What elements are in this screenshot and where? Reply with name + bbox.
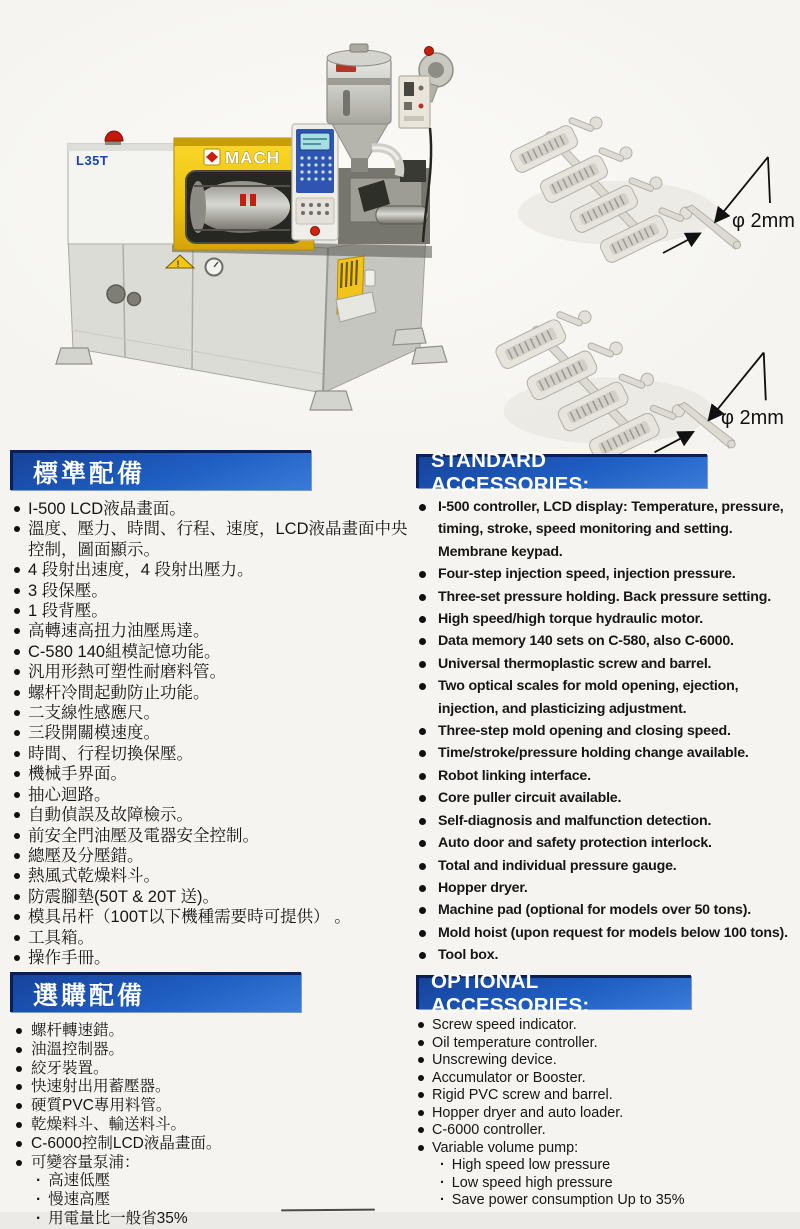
list-item: Three-set pressure holding. Back pressure setting.	[416, 586, 798, 608]
bullet-icon	[14, 690, 20, 696]
list-item: 工具箱。	[10, 928, 410, 948]
list-item: 快速射出用蓄壓器。	[10, 1078, 410, 1097]
section-header-standard-en	[416, 448, 707, 496]
brand-logo	[204, 149, 280, 168]
list-item: Four-step injection speed, injection pressure.	[416, 563, 798, 585]
bullet-icon	[14, 567, 20, 573]
list-item: 4 段射出速度，4 段射出壓力。	[10, 560, 410, 580]
list-item: 3 段保壓。	[10, 581, 410, 601]
list-item: Tool box.	[416, 944, 798, 966]
list-item: Core puller circuit available.	[416, 787, 798, 809]
bullet-icon	[419, 885, 426, 892]
list-item: Machine pad (optional for models over 50 tons).	[416, 899, 798, 921]
safety-window	[186, 171, 302, 243]
bullet-icon	[14, 710, 20, 716]
list-item: 操作手冊。	[10, 948, 410, 968]
bullet-icon	[419, 795, 426, 802]
section-header-optional-zh	[10, 972, 301, 1012]
bullet-icon	[16, 1160, 22, 1166]
control-panel	[292, 124, 338, 240]
brand-label: MACH	[225, 148, 280, 168]
section-header-optional-en	[416, 969, 691, 1017]
section-header-standard-zh	[10, 450, 311, 490]
list-item: 硬質PVC專用料管。	[10, 1097, 410, 1116]
list-item: Screw speed indicator.	[416, 1017, 798, 1035]
list-item: 總壓及分壓錯。	[10, 846, 410, 866]
list-item: 防震腳墊(50T & 20T 送)。	[10, 887, 410, 907]
bullet-icon	[14, 812, 20, 818]
list-item: Total and individual pressure gauge.	[416, 855, 798, 877]
standard-en-list	[416, 496, 798, 967]
list-item: C-580 140組模記憶功能。	[10, 642, 410, 662]
bullet-icon	[14, 628, 20, 634]
list-item: I-500 controller, LCD display: Temperature, pressure, timing, stroke, speed monitoring and setting. Membrane keypad.	[416, 496, 798, 563]
bullet-icon	[14, 873, 20, 879]
optional-zh-sublist	[10, 1172, 410, 1228]
sub-list-item: · High speed low pressure	[440, 1157, 798, 1175]
section-title: STANDARD ACCESSORIES:	[431, 448, 590, 496]
injection-unit	[338, 160, 430, 244]
bullet-icon	[14, 649, 20, 655]
bullet-icon	[14, 914, 20, 920]
bullet-icon	[14, 669, 20, 675]
bullet-icon	[418, 1057, 424, 1063]
list-item: Three-step mold opening and closing speed.	[416, 720, 798, 742]
bullet-icon	[16, 1122, 22, 1128]
list-item: 螺杆冷間起動防止功能。	[10, 683, 410, 703]
bullet-icon	[419, 638, 426, 645]
list-item: 抽心迴路。	[10, 785, 410, 805]
bullet-icon	[16, 1141, 22, 1147]
bullet-icon	[14, 506, 20, 512]
optional-en-sublist	[416, 1157, 798, 1210]
molded-parts-photo-top	[500, 95, 800, 273]
section-title: 選購配備	[33, 981, 146, 1010]
bullet-icon	[418, 1110, 424, 1116]
optional-zh-list	[10, 1022, 410, 1172]
sub-list-item: · 高速低壓	[36, 1172, 410, 1191]
bullet-icon	[14, 935, 20, 941]
list-item: Robot linking interface.	[416, 765, 798, 787]
list-item: 絞牙裝置。	[10, 1060, 410, 1079]
bullet-icon	[419, 773, 426, 780]
list-item: Two optical scales for mold opening, ejection, injection, and plasticizing adjustment.	[416, 675, 798, 720]
optional-en-list	[416, 1017, 798, 1157]
bullet-icon	[14, 608, 20, 614]
bullet-icon	[419, 728, 426, 735]
sub-list-item: · Low speed high pressure	[440, 1175, 798, 1193]
bullet-icon	[14, 526, 20, 532]
bullet-icon	[14, 853, 20, 859]
bullet-icon	[419, 818, 426, 825]
list-item: Auto door and safety protection interlock.	[416, 832, 798, 854]
list-item: Hopper dryer.	[416, 877, 798, 899]
section-title: OPTIONAL ACCESSORIES:	[431, 969, 590, 1017]
list-item: Universal thermoplastic screw and barrel.	[416, 653, 798, 675]
beacon-light	[105, 131, 123, 145]
machine-photo	[28, 18, 488, 430]
list-item: Time/stroke/pressure holding change available.	[416, 742, 798, 764]
list-item: 可變容量泵浦：	[10, 1154, 410, 1173]
bullet-icon	[419, 863, 426, 870]
sub-list-item: · 慢速高壓	[36, 1191, 410, 1210]
list-item: 熱風式乾燥料斗。	[10, 866, 410, 886]
bullet-icon	[418, 1092, 424, 1098]
section-optional-zh	[10, 972, 410, 1229]
bullet-icon	[419, 930, 426, 937]
bullet-icon	[419, 594, 426, 601]
list-item: C-6000控制LCD液晶畫面。	[10, 1135, 410, 1154]
bullet-icon	[418, 1075, 424, 1081]
bullet-icon	[14, 771, 20, 777]
bullet-icon	[14, 792, 20, 798]
list-item: 二支線性感應尺。	[10, 703, 410, 723]
list-item: Oil temperature controller.	[416, 1035, 798, 1053]
clamping-unit-cabinet	[68, 131, 174, 244]
machine-base	[56, 224, 447, 410]
standard-zh-list	[10, 499, 410, 968]
photo-area	[0, 0, 800, 445]
bullet-icon	[16, 1103, 22, 1109]
bullet-icon	[14, 730, 20, 736]
list-item: 自動偵誤及故障檢示。	[10, 805, 410, 825]
list-item: Hopper dryer and auto loader.	[416, 1105, 798, 1123]
list-item: 時間、行程切換保壓。	[10, 744, 410, 764]
bullet-icon	[419, 504, 426, 511]
list-item: 溫度、壓力、時間、行程、速度，LCD液晶畫面中央控制，圖面顯示。	[10, 519, 410, 560]
bullet-icon	[419, 616, 426, 623]
bullet-icon	[418, 1022, 424, 1028]
bullet-icon	[419, 661, 426, 668]
bullet-icon	[14, 894, 20, 900]
list-item: 機械手界面。	[10, 764, 410, 784]
bullet-icon	[419, 840, 426, 847]
list-item: Accumulator or Booster.	[416, 1070, 798, 1088]
list-item: Mold hoist (upon request for models below 100 tons).	[416, 922, 798, 944]
list-item: C-6000 controller.	[416, 1122, 798, 1140]
bullet-icon	[419, 571, 426, 578]
sub-list-item: · Save power consumption Up to 35%	[440, 1192, 798, 1210]
list-item: 高轉速高扭力油壓馬達。	[10, 621, 410, 641]
dryer-control-box	[399, 76, 430, 128]
bullet-icon	[14, 751, 20, 757]
list-item: Unscrewing device.	[416, 1052, 798, 1070]
dimension-label: φ 2mm	[721, 407, 784, 429]
list-item: 油溫控制器。	[10, 1041, 410, 1060]
bullet-icon	[419, 683, 426, 690]
list-item: Data memory 140 sets on C-580, also C-6000.	[416, 630, 798, 652]
bullet-icon	[419, 907, 426, 914]
section-optional-en	[416, 969, 798, 1210]
bullet-icon	[418, 1127, 424, 1133]
list-item: 乾燥料斗、輸送料斗。	[10, 1116, 410, 1135]
bullet-icon	[14, 588, 20, 594]
molded-parts-photo-bottom	[483, 286, 799, 472]
bullet-icon	[418, 1040, 424, 1046]
bullet-icon	[16, 1028, 22, 1034]
section-standard-zh	[10, 450, 410, 968]
list-item: Variable volume pump:	[416, 1140, 798, 1158]
list-item: 三段開關模速度。	[10, 723, 410, 743]
dimension-label: φ 2mm	[732, 210, 795, 232]
section-title: 標準配備	[33, 459, 146, 488]
list-item: High speed/high torque hydraulic motor.	[416, 608, 798, 630]
bullet-icon	[16, 1047, 22, 1053]
list-item: 螺杆轉速錯。	[10, 1022, 410, 1041]
section-standard-en	[416, 448, 798, 967]
list-item: 模具吊杆（100T以下機種需要時可提供） 。	[10, 907, 410, 927]
list-item: 汎用形熱可塑性耐磨料管。	[10, 662, 410, 682]
pressure-gauge	[206, 259, 223, 276]
bullet-icon	[14, 955, 20, 961]
bullet-icon	[14, 833, 20, 839]
model-badge: L35T	[76, 153, 109, 168]
emergency-stop-button	[311, 227, 320, 236]
list-item: I-500 LCD液晶畫面。	[10, 499, 410, 519]
list-item: Rigid PVC screw and barrel.	[416, 1087, 798, 1105]
svg-text:!: !	[176, 259, 180, 269]
bullet-icon	[418, 1145, 424, 1151]
bullet-icon	[419, 750, 426, 757]
list-item: 1 段背壓。	[10, 601, 410, 621]
sub-list-item: · 用電量比一般省35%	[36, 1210, 410, 1229]
bullet-icon	[419, 952, 426, 959]
bullet-icon	[16, 1066, 22, 1072]
list-item: 前安全門油壓及電器安全控制。	[10, 826, 410, 846]
list-item: Self-diagnosis and malfunction detection.	[416, 810, 798, 832]
bullet-icon	[16, 1084, 22, 1090]
